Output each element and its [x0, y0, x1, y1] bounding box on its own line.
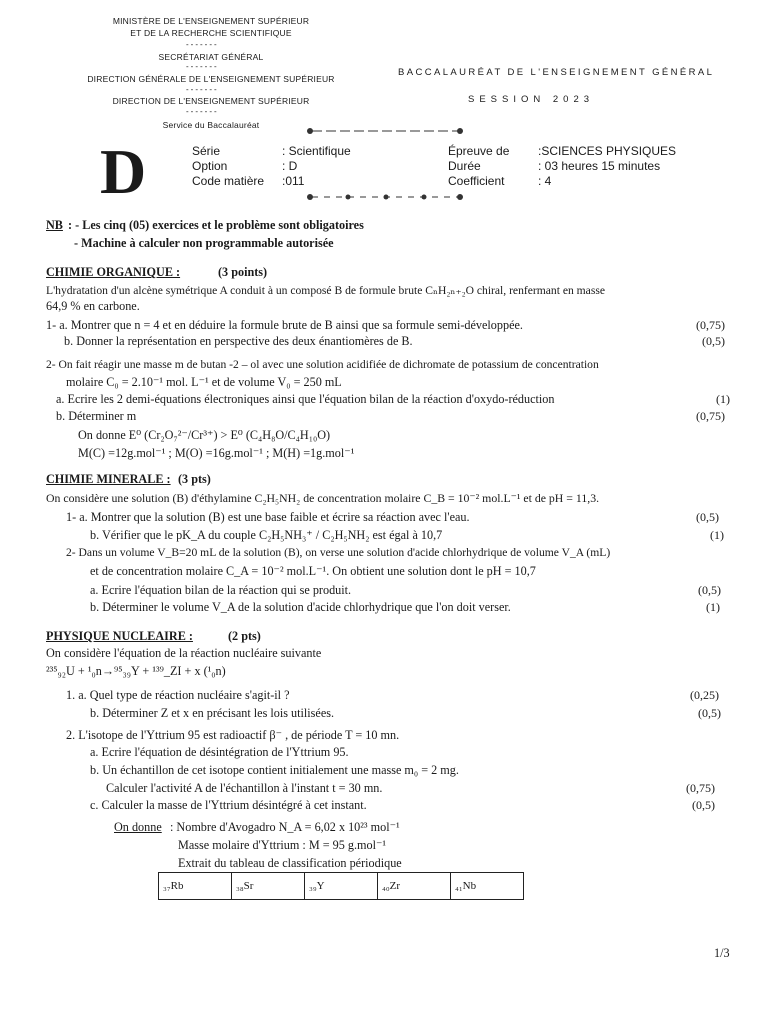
question-score: (1) — [710, 528, 724, 542]
given-data: Masse molaire d'Yttrium : M = 95 g.mol⁻¹ — [178, 838, 387, 852]
given-data: Extrait du tableau de classification périodique — [178, 856, 402, 870]
paragraph: L'hydratation d'un alcène symétrique A conduit à un composé B de formule brute CₙH₂ₙ₊₂O chiral, renfermant en masse — [46, 284, 605, 297]
given-data: M(C) =12g.mol⁻¹ ; M(O) =16g.mol⁻¹ ; M(H) =1g.mol⁻¹ — [78, 446, 355, 460]
question: et de concentration molaire C_A = 10⁻² mol.L⁻¹. On obtient une solution dont le pH = 10,7 — [90, 564, 536, 578]
question-score: (0,5) — [698, 583, 721, 597]
general-direction-label: DIRECTION GÉNÉRALE DE L'ENSEIGNEMENT SUPÉRIEUR — [87, 74, 335, 84]
code-label: Code matière — [192, 174, 265, 188]
secretariat-label: SECRÉTARIAT GÉNÉRAL — [158, 52, 264, 62]
series-letter: D — [100, 136, 147, 207]
paragraph: On considère l'équation de la réaction nucléaire suivante — [46, 646, 322, 660]
question: a. Ecrire l'équation bilan de la réaction qui se produit. — [90, 583, 352, 597]
given-data: : Nombre d'Avogadro N_A = 6,02 x 10²³ mol⁻¹ — [170, 820, 400, 834]
separator-dots: ------- — [186, 62, 219, 71]
question-score: (0,75) — [696, 409, 725, 423]
question-score: (1) — [706, 600, 720, 614]
section-points: (2 pts) — [228, 629, 261, 643]
question-score: (0,5) — [702, 334, 725, 348]
nb-label: NB — [46, 218, 63, 232]
question-score: (0,75) — [696, 318, 725, 332]
question-score: (0,25) — [690, 688, 719, 702]
ministry-line-2: ET DE LA RECHERCHE SCIENTIFIQUE — [130, 28, 292, 38]
section-title-chimie-organique: CHIMIE ORGANIQUE : — [46, 265, 181, 279]
question: b. Donner la représentation en perspective des deux énantiomères de B. — [64, 334, 413, 348]
periodic-table-extract — [158, 872, 524, 900]
element-sr: ₃₈Sr — [232, 873, 305, 900]
ornament-top-icon — [300, 124, 470, 138]
question-score: (0,5) — [696, 510, 719, 524]
page-number: 1/3 — [714, 946, 730, 960]
question: Calculer l'activité A de l'échantillon à l'instant t = 30 mn. — [106, 781, 383, 795]
question: b. Déterminer Z et x en précisant les lois utilisées. — [90, 706, 335, 720]
coefficient-label: Coefficient — [448, 174, 505, 188]
section-title-chimie-minerale: CHIMIE MINERALE : — [46, 472, 171, 486]
element-y: ₃₉Y — [305, 873, 378, 900]
question: b. Vérifier que le pK_A du couple C₂H₅NH₃⁺ / C₂H₅NH₂ est égal à 10,7 — [90, 528, 443, 542]
paragraph: 64,9 % en carbone. — [46, 299, 140, 313]
nb-line-2: - Machine à calculer non programmable autorisée — [74, 236, 334, 250]
option-label: Option — [192, 159, 228, 173]
question: 1- a. Montrer que la solution (B) est une base faible et écrire sa réaction avec l'eau. — [66, 510, 470, 524]
question: 1- a. Montrer que n = 4 et en déduire la formule brute de B ainsi que sa formule semi-développée. — [46, 318, 523, 332]
separator-dots: ------- — [186, 85, 219, 94]
section-points: (3 pts) — [178, 472, 211, 486]
ministry-line-1: MINISTÈRE DE L'ENSEIGNEMENT SUPÉRIEUR — [112, 16, 310, 26]
question: molaire C₀ = 2.10⁻¹ mol. L⁻¹ et de volume V₀ = 250 mL — [66, 375, 342, 389]
serie-value: : Scientifique — [282, 144, 351, 158]
question: a. Ecrire l'équation de désintégration de l'Yttrium 95. — [90, 745, 349, 759]
question-score: (0,75) — [686, 781, 715, 795]
question: b. Déterminer le volume V_A de la solution d'acide chlorhydrique que l'on doit verser. — [90, 600, 511, 614]
question: a. Ecrire les 2 demi-équations électroniques ainsi que l'équation bilan de la réaction d'oxydo-réduction — [56, 392, 555, 406]
session-label: SESSION 2023 — [468, 94, 595, 105]
section-title-physique-nucleaire: PHYSIQUE NUCLEAIRE : — [46, 629, 193, 643]
given-label: On donne — [114, 820, 162, 834]
duree-label: Durée — [448, 159, 481, 173]
question: 2- On fait réagir une masse m de butan -2 – ol avec une solution acidifiée de dichromate de potassium de concentration — [46, 358, 599, 371]
service-label: Service du Baccalauréat — [162, 120, 260, 130]
direction-label: DIRECTION DE L'ENSEIGNEMENT SUPÉRIEUR — [112, 96, 310, 106]
ornament-bottom-icon — [300, 190, 470, 204]
element-zr: ₄₀Zr — [378, 873, 451, 900]
coefficient-value: : 4 — [538, 174, 552, 188]
option-value: : D — [282, 159, 298, 173]
question: c. Calculer la masse de l'Yttrium désintégré à cet instant. — [90, 798, 367, 812]
nb-line-1: : - Les cinq (05) exercices et le problème sont obligatoires — [68, 218, 364, 232]
question-score: (0,5) — [692, 798, 715, 812]
code-value: :011 — [282, 174, 305, 188]
exam-title: BACCALAURÉAT DE L'ENSEIGNEMENT GÉNÉRAL — [398, 67, 715, 78]
question: b. Déterminer m — [56, 409, 137, 423]
question: 1. a. Quel type de réaction nucléaire s'agit-il ? — [66, 688, 290, 702]
element-nb: ₄₁Nb — [451, 873, 524, 900]
paragraph: On considère une solution (B) d'éthylamine C₂H₅NH₂ de concentration molaire C_B = 10⁻² mol.L⁻¹ et de pH = 11,3. — [46, 491, 600, 505]
epreuve-label: Épreuve de — [448, 144, 510, 158]
question-score: (1) — [716, 392, 730, 406]
section-points: (3 points) — [218, 265, 268, 279]
duree-value: : 03 heures 15 minutes — [538, 159, 661, 173]
nuclear-equation: ²³⁵₉₂U + ¹₀n→⁹⁵₃₉Y + ¹³⁹_ZI + x (¹₀n) — [46, 664, 226, 678]
given-data: On donne E⁰ (Cr₂O₇²⁻/Cr³⁺) > E⁰ (C₄H₈O/C₄H₁₀O) — [78, 428, 331, 442]
question: b. Un échantillon de cet isotope contient initialement une masse m₀ = 2 mg. — [90, 763, 459, 777]
question-score: (0,5) — [698, 706, 721, 720]
question: 2. L'isotope de l'Yttrium 95 est radioactif β⁻ , de période T = 10 mn. — [66, 728, 400, 742]
serie-label: Série — [192, 144, 221, 158]
epreuve-value: :SCIENCES PHYSIQUES — [538, 144, 677, 158]
element-rb: ₃₇Rb — [159, 873, 232, 900]
separator-dots: ------- — [186, 107, 219, 116]
question: 2- Dans un volume V_B=20 mL de la solution (B), on verse une solution d'acide chlorhydrique de volume V_A (mL) — [66, 546, 611, 559]
separator-dots: ------- — [186, 40, 219, 49]
